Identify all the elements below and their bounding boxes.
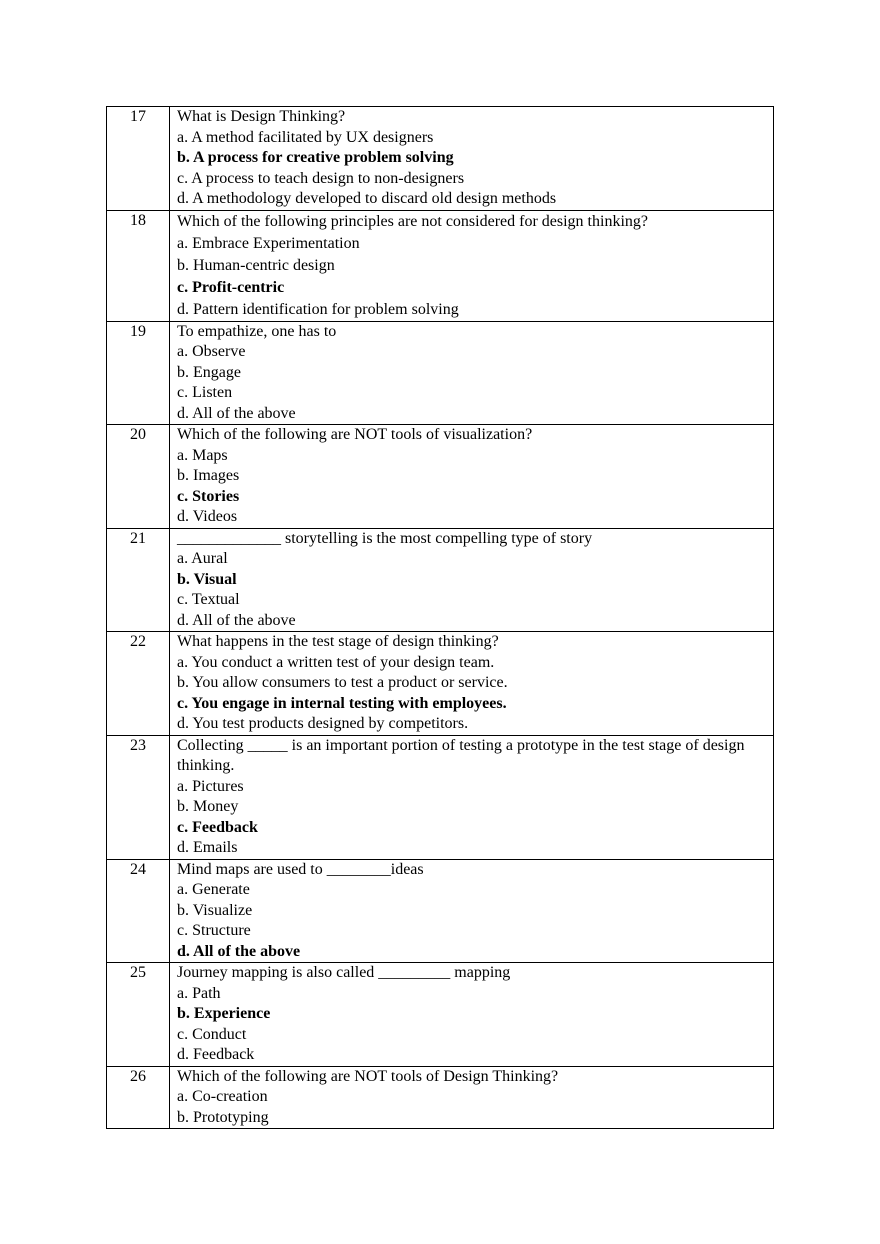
correct-answer-option: b. Experience bbox=[177, 1005, 271, 1022]
correct-answer-option: c. Stories bbox=[177, 487, 240, 505]
answer-option: c. Structure bbox=[177, 922, 251, 939]
question-row bbox=[107, 735, 774, 859]
question-row bbox=[107, 632, 774, 736]
question-row bbox=[107, 107, 774, 211]
correct-answer-option: c. Feedback bbox=[177, 818, 258, 836]
question-text: What is Design Thinking? bbox=[177, 108, 346, 125]
answer-option: c. Textual bbox=[177, 591, 240, 608]
question-text: Which of the following principles are not considered for design thinking? bbox=[177, 212, 648, 230]
correct-answer-option: b. Visual bbox=[177, 570, 237, 588]
question-text: Collecting _____ is an important portion of testing a prototype in the test stage of design thinking. bbox=[177, 736, 745, 774]
question-number: 20 bbox=[107, 425, 170, 529]
answer-option: b. Visualize bbox=[177, 901, 253, 919]
question-number: 21 bbox=[107, 528, 170, 632]
answer-option: d. Emails bbox=[177, 839, 238, 856]
question-text: _____________ storytelling is the most compelling type of story bbox=[177, 529, 593, 547]
question-row bbox=[107, 1066, 774, 1129]
question-content bbox=[170, 963, 774, 1067]
question-content bbox=[170, 425, 774, 529]
question-number: 23 bbox=[107, 735, 170, 859]
answer-option: a. Maps bbox=[177, 446, 228, 464]
question-number: 19 bbox=[107, 321, 170, 425]
question-number: 22 bbox=[107, 632, 170, 736]
answer-option: a. A method facilitated by UX designers bbox=[177, 128, 434, 146]
correct-answer-option: d. All of the above bbox=[177, 942, 301, 960]
answer-option: c. Listen bbox=[177, 384, 233, 401]
answer-option: d. Feedback bbox=[177, 1046, 255, 1063]
question-text: Which of the following are NOT tools of visualization? bbox=[177, 426, 533, 443]
question-content bbox=[170, 735, 774, 859]
quiz-table-body bbox=[107, 107, 774, 1129]
answer-option: d. Pattern identification for problem solving bbox=[177, 300, 459, 318]
question-row bbox=[107, 425, 774, 529]
question-number: 18 bbox=[107, 210, 170, 321]
question-row bbox=[107, 528, 774, 632]
answer-option: b. Money bbox=[177, 798, 239, 815]
question-content bbox=[170, 528, 774, 632]
answer-option: a. Observe bbox=[177, 343, 246, 360]
correct-answer-option: c. Profit-centric bbox=[177, 278, 285, 296]
question-content bbox=[170, 210, 774, 321]
question-text: To empathize, one has to bbox=[177, 322, 337, 340]
question-content bbox=[170, 321, 774, 425]
question-row bbox=[107, 321, 774, 425]
correct-answer-option: c. You engage in internal testing with employees. bbox=[177, 694, 507, 712]
answer-option: d. All of the above bbox=[177, 404, 296, 422]
answer-option: b. Human-centric design bbox=[177, 256, 335, 274]
answer-option: b. Prototyping bbox=[177, 1108, 269, 1126]
question-text: What happens in the test stage of design thinking? bbox=[177, 633, 499, 650]
question-text: Mind maps are used to ________ideas bbox=[177, 860, 424, 878]
answer-option: b. Engage bbox=[177, 363, 241, 381]
answer-option: d. You test products designed by competitors. bbox=[177, 715, 469, 732]
question-number: 17 bbox=[107, 107, 170, 211]
answer-option: c. A process to teach design to non-designers bbox=[177, 169, 465, 187]
answer-option: a. Embrace Experimentation bbox=[177, 234, 360, 252]
answer-option: c. Conduct bbox=[177, 1025, 247, 1043]
question-number: 25 bbox=[107, 963, 170, 1067]
question-row bbox=[107, 859, 774, 963]
quiz-table bbox=[106, 106, 774, 1129]
question-content bbox=[170, 859, 774, 963]
answer-option: b. You allow consumers to test a product or service. bbox=[177, 674, 508, 691]
answer-option: a. Path bbox=[177, 984, 221, 1002]
answer-option: a. Aural bbox=[177, 550, 228, 567]
question-content bbox=[170, 107, 774, 211]
question-number: 26 bbox=[107, 1066, 170, 1129]
answer-option: b. Images bbox=[177, 467, 240, 484]
answer-option: d. A methodology developed to discard old design methods bbox=[177, 190, 557, 207]
answer-option: d. Videos bbox=[177, 508, 238, 525]
question-row bbox=[107, 210, 774, 321]
correct-answer-option: b. A process for creative problem solving bbox=[177, 149, 454, 166]
answer-option: a. Pictures bbox=[177, 777, 244, 795]
answer-option: a. You conduct a written test of your design team. bbox=[177, 653, 495, 671]
question-row bbox=[107, 963, 774, 1067]
answer-option: d. All of the above bbox=[177, 611, 296, 629]
question-number: 24 bbox=[107, 859, 170, 963]
answer-option: a. Co-creation bbox=[177, 1088, 268, 1105]
question-content bbox=[170, 632, 774, 736]
answer-option: a. Generate bbox=[177, 881, 250, 898]
question-text: Journey mapping is also called _________ mapping bbox=[177, 964, 511, 981]
question-content bbox=[170, 1066, 774, 1129]
question-text: Which of the following are NOT tools of Design Thinking? bbox=[177, 1067, 559, 1085]
